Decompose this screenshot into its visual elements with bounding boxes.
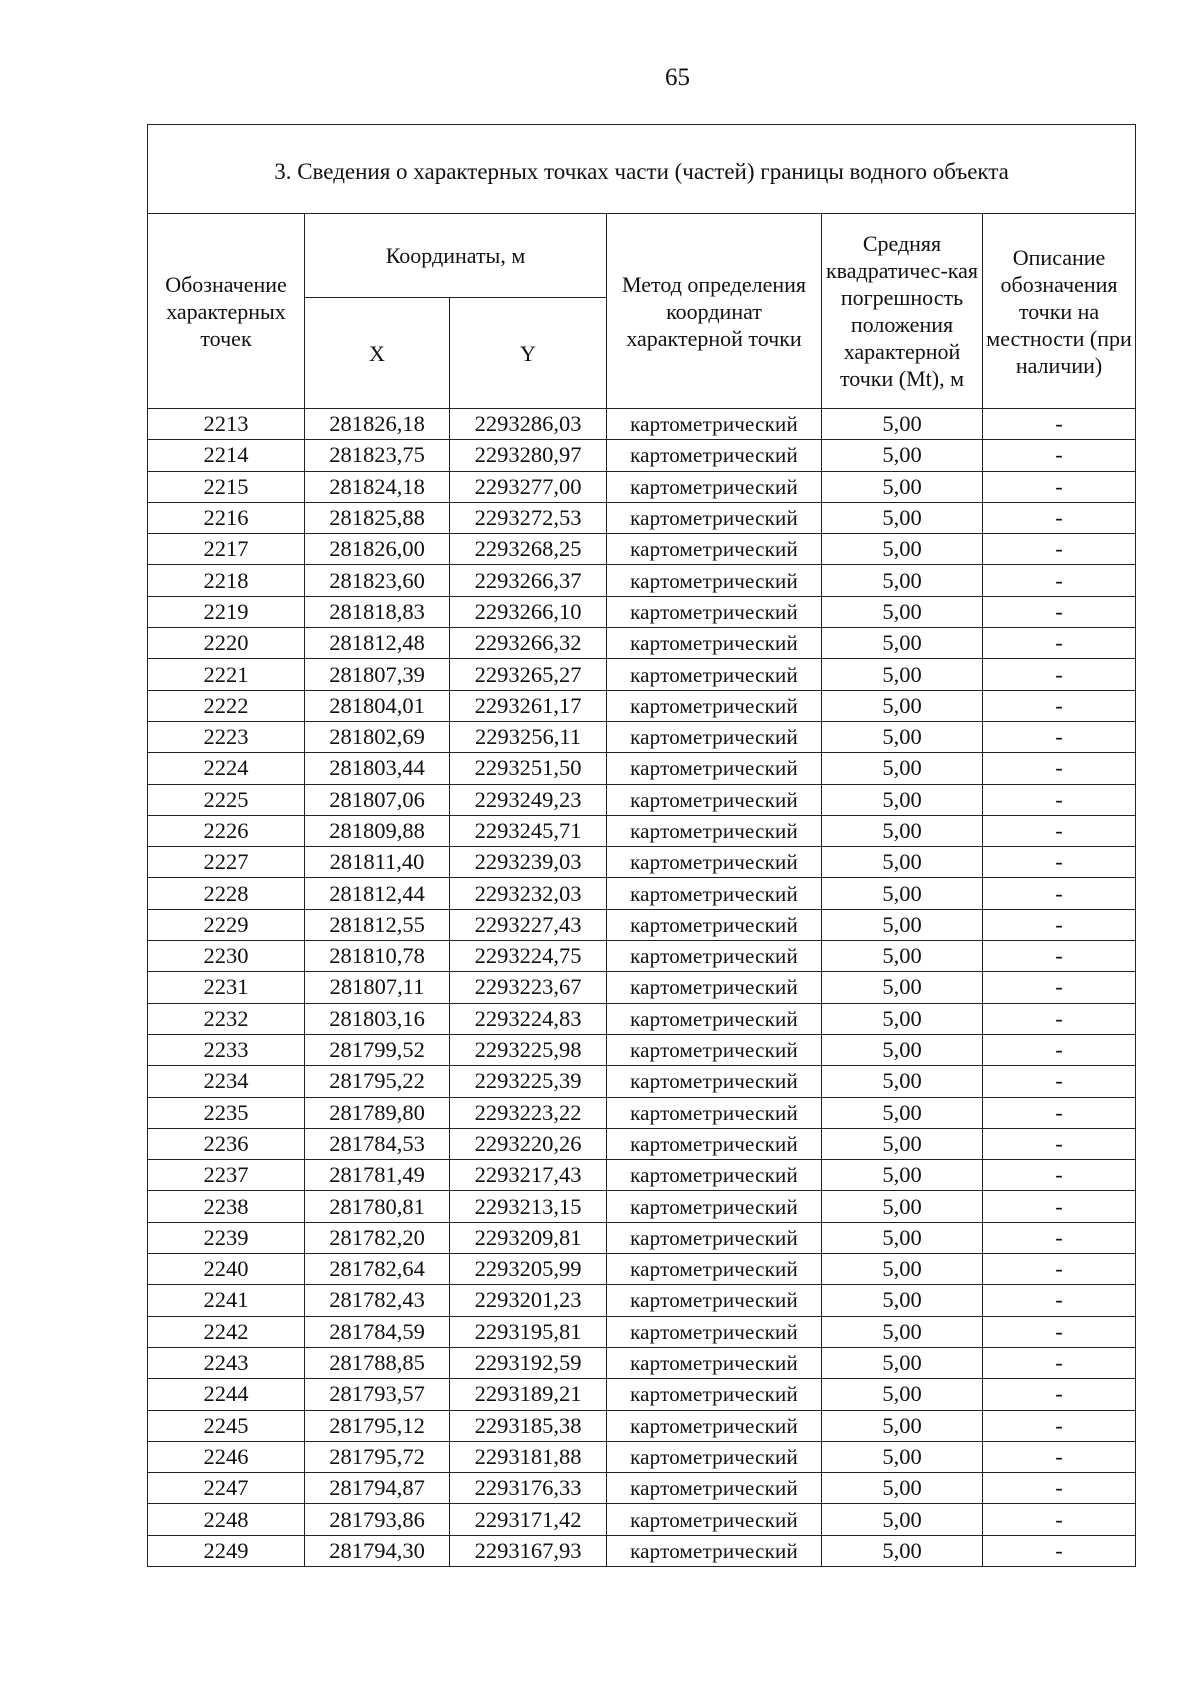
x-coordinate-cell: 281795,22 bbox=[305, 1066, 450, 1097]
point-id-cell: 2230 bbox=[148, 941, 305, 972]
rms-error-cell: 5,00 bbox=[822, 909, 983, 940]
x-coordinate-cell: 281804,01 bbox=[305, 690, 450, 721]
method-cell: картометрический bbox=[607, 690, 822, 721]
method-cell: картометрический bbox=[607, 1034, 822, 1065]
table-row bbox=[148, 941, 1136, 972]
header-coordinates: Координаты, м bbox=[305, 214, 607, 298]
point-id-cell: 2246 bbox=[148, 1441, 305, 1472]
page-number: 65 bbox=[665, 64, 690, 91]
table-row bbox=[148, 1316, 1136, 1347]
rms-error-cell: 5,00 bbox=[822, 721, 983, 752]
description-cell: - bbox=[983, 409, 1136, 440]
description-cell: - bbox=[983, 1441, 1136, 1472]
x-coordinate-cell: 281812,55 bbox=[305, 909, 450, 940]
description-cell: - bbox=[983, 471, 1136, 502]
table-row bbox=[148, 1128, 1136, 1159]
x-coordinate-cell: 281826,00 bbox=[305, 534, 450, 565]
table-row bbox=[148, 815, 1136, 846]
method-cell: картометрический bbox=[607, 878, 822, 909]
table-row bbox=[148, 1254, 1136, 1285]
description-cell: - bbox=[983, 878, 1136, 909]
table-row bbox=[148, 1410, 1136, 1441]
y-coordinate-cell: 2293227,43 bbox=[450, 909, 607, 940]
method-cell: картометрический bbox=[607, 1473, 822, 1504]
y-coordinate-cell: 2293225,39 bbox=[450, 1066, 607, 1097]
x-coordinate-cell: 281781,49 bbox=[305, 1160, 450, 1191]
table-row bbox=[148, 909, 1136, 940]
x-coordinate-cell: 281795,12 bbox=[305, 1410, 450, 1441]
method-cell: картометрический bbox=[607, 753, 822, 784]
rms-error-cell: 5,00 bbox=[822, 1504, 983, 1535]
table-row bbox=[148, 721, 1136, 752]
y-coordinate-cell: 2293277,00 bbox=[450, 471, 607, 502]
y-coordinate-cell: 2293217,43 bbox=[450, 1160, 607, 1191]
y-coordinate-cell: 2293266,10 bbox=[450, 596, 607, 627]
rms-error-cell: 5,00 bbox=[822, 596, 983, 627]
y-coordinate-cell: 2293249,23 bbox=[450, 784, 607, 815]
rms-error-cell: 5,00 bbox=[822, 784, 983, 815]
point-id-cell: 2229 bbox=[148, 909, 305, 940]
method-cell: картометрический bbox=[607, 1003, 822, 1034]
description-cell: - bbox=[983, 690, 1136, 721]
boundary-points-sheet bbox=[147, 124, 1135, 1567]
table-row bbox=[148, 1066, 1136, 1097]
description-cell: - bbox=[983, 1222, 1136, 1253]
method-cell: картометрический bbox=[607, 847, 822, 878]
method-cell: картометрический bbox=[607, 972, 822, 1003]
x-coordinate-cell: 281795,72 bbox=[305, 1441, 450, 1472]
x-coordinate-cell: 281812,44 bbox=[305, 878, 450, 909]
x-coordinate-cell: 281826,18 bbox=[305, 409, 450, 440]
y-coordinate-cell: 2293261,17 bbox=[450, 690, 607, 721]
description-cell: - bbox=[983, 721, 1136, 752]
point-id-cell: 2217 bbox=[148, 534, 305, 565]
x-coordinate-cell: 281807,11 bbox=[305, 972, 450, 1003]
table-row bbox=[148, 1222, 1136, 1253]
header-y: Y bbox=[450, 298, 607, 409]
point-id-cell: 2214 bbox=[148, 440, 305, 471]
description-cell: - bbox=[983, 1504, 1136, 1535]
y-coordinate-cell: 2293192,59 bbox=[450, 1347, 607, 1378]
y-coordinate-cell: 2293201,23 bbox=[450, 1285, 607, 1316]
point-id-cell: 2223 bbox=[148, 721, 305, 752]
point-id-cell: 2238 bbox=[148, 1191, 305, 1222]
table-row bbox=[148, 1191, 1136, 1222]
description-cell: - bbox=[983, 1160, 1136, 1191]
description-cell: - bbox=[983, 440, 1136, 471]
point-id-cell: 2234 bbox=[148, 1066, 305, 1097]
x-coordinate-cell: 281810,78 bbox=[305, 941, 450, 972]
table-row bbox=[148, 847, 1136, 878]
header-designation: Обозначение характерных точек bbox=[148, 214, 305, 409]
y-coordinate-cell: 2293223,22 bbox=[450, 1097, 607, 1128]
table-row bbox=[148, 753, 1136, 784]
x-coordinate-cell: 281782,20 bbox=[305, 1222, 450, 1253]
y-coordinate-cell: 2293205,99 bbox=[450, 1254, 607, 1285]
y-coordinate-cell: 2293225,98 bbox=[450, 1034, 607, 1065]
description-cell: - bbox=[983, 909, 1136, 940]
point-id-cell: 2231 bbox=[148, 972, 305, 1003]
description-cell: - bbox=[983, 784, 1136, 815]
description-cell: - bbox=[983, 1066, 1136, 1097]
method-cell: картометрический bbox=[607, 534, 822, 565]
point-id-cell: 2215 bbox=[148, 471, 305, 502]
description-cell: - bbox=[983, 1191, 1136, 1222]
rms-error-cell: 5,00 bbox=[822, 1097, 983, 1128]
rms-error-cell: 5,00 bbox=[822, 753, 983, 784]
rms-error-cell: 5,00 bbox=[822, 1034, 983, 1065]
point-id-cell: 2218 bbox=[148, 565, 305, 596]
method-cell: картометрический bbox=[607, 1316, 822, 1347]
rms-error-cell: 5,00 bbox=[822, 471, 983, 502]
rms-error-cell: 5,00 bbox=[822, 409, 983, 440]
description-cell: - bbox=[983, 1379, 1136, 1410]
rms-error-cell: 5,00 bbox=[822, 847, 983, 878]
y-coordinate-cell: 2293232,03 bbox=[450, 878, 607, 909]
x-coordinate-cell: 281803,44 bbox=[305, 753, 450, 784]
description-cell: - bbox=[983, 565, 1136, 596]
x-coordinate-cell: 281818,83 bbox=[305, 596, 450, 627]
x-coordinate-cell: 281782,43 bbox=[305, 1285, 450, 1316]
rms-error-cell: 5,00 bbox=[822, 815, 983, 846]
x-coordinate-cell: 281807,06 bbox=[305, 784, 450, 815]
y-coordinate-cell: 2293189,21 bbox=[450, 1379, 607, 1410]
point-id-cell: 2241 bbox=[148, 1285, 305, 1316]
rms-error-cell: 5,00 bbox=[822, 1128, 983, 1159]
y-coordinate-cell: 2293167,93 bbox=[450, 1535, 607, 1566]
method-cell: картометрический bbox=[607, 1191, 822, 1222]
description-cell: - bbox=[983, 596, 1136, 627]
rms-error-cell: 5,00 bbox=[822, 1347, 983, 1378]
rms-error-cell: 5,00 bbox=[822, 1222, 983, 1253]
y-coordinate-cell: 2293239,03 bbox=[450, 847, 607, 878]
section-title: 3. Сведения о характерных точках части (частей) границы водного объекта bbox=[148, 125, 1136, 214]
rms-error-cell: 5,00 bbox=[822, 659, 983, 690]
method-cell: картометрический bbox=[607, 1347, 822, 1378]
method-cell: картометрический bbox=[607, 1254, 822, 1285]
description-cell: - bbox=[983, 1097, 1136, 1128]
method-cell: картометрический bbox=[607, 409, 822, 440]
method-cell: картометрический bbox=[607, 1160, 822, 1191]
table-row bbox=[148, 440, 1136, 471]
method-cell: картометрический bbox=[607, 1097, 822, 1128]
x-coordinate-cell: 281799,52 bbox=[305, 1034, 450, 1065]
description-cell: - bbox=[983, 941, 1136, 972]
x-coordinate-cell: 281803,16 bbox=[305, 1003, 450, 1034]
description-cell: - bbox=[983, 534, 1136, 565]
point-id-cell: 2235 bbox=[148, 1097, 305, 1128]
description-cell: - bbox=[983, 1034, 1136, 1065]
description-cell: - bbox=[983, 628, 1136, 659]
rms-error-cell: 5,00 bbox=[822, 941, 983, 972]
rms-error-cell: 5,00 bbox=[822, 1285, 983, 1316]
table-row bbox=[148, 1504, 1136, 1535]
description-cell: - bbox=[983, 1285, 1136, 1316]
description-cell: - bbox=[983, 1254, 1136, 1285]
x-coordinate-cell: 281784,53 bbox=[305, 1128, 450, 1159]
rms-error-cell: 5,00 bbox=[822, 1535, 983, 1566]
header-description: Описание обозначения точки на местности (при наличии) bbox=[983, 214, 1136, 409]
y-coordinate-cell: 2293245,71 bbox=[450, 815, 607, 846]
y-coordinate-cell: 2293224,75 bbox=[450, 941, 607, 972]
method-cell: картометрический bbox=[607, 721, 822, 752]
point-id-cell: 2244 bbox=[148, 1379, 305, 1410]
x-coordinate-cell: 281823,60 bbox=[305, 565, 450, 596]
header-method: Метод определения координат характерной точки bbox=[607, 214, 822, 409]
description-cell: - bbox=[983, 1128, 1136, 1159]
description-cell: - bbox=[983, 502, 1136, 533]
table-row bbox=[148, 534, 1136, 565]
point-id-cell: 2224 bbox=[148, 753, 305, 784]
method-cell: картометрический bbox=[607, 628, 822, 659]
y-coordinate-cell: 2293171,42 bbox=[450, 1504, 607, 1535]
method-cell: картометрический bbox=[607, 659, 822, 690]
point-id-cell: 2237 bbox=[148, 1160, 305, 1191]
y-coordinate-cell: 2293176,33 bbox=[450, 1473, 607, 1504]
table-row bbox=[148, 659, 1136, 690]
rms-error-cell: 5,00 bbox=[822, 878, 983, 909]
y-coordinate-cell: 2293266,32 bbox=[450, 628, 607, 659]
method-cell: картометрический bbox=[607, 440, 822, 471]
point-id-cell: 2248 bbox=[148, 1504, 305, 1535]
method-cell: картометрический bbox=[607, 565, 822, 596]
x-coordinate-cell: 281793,57 bbox=[305, 1379, 450, 1410]
x-coordinate-cell: 281784,59 bbox=[305, 1316, 450, 1347]
y-coordinate-cell: 2293220,26 bbox=[450, 1128, 607, 1159]
method-cell: картометрический bbox=[607, 1128, 822, 1159]
rms-error-cell: 5,00 bbox=[822, 1473, 983, 1504]
description-cell: - bbox=[983, 1347, 1136, 1378]
point-id-cell: 2221 bbox=[148, 659, 305, 690]
x-coordinate-cell: 281788,85 bbox=[305, 1347, 450, 1378]
description-cell: - bbox=[983, 972, 1136, 1003]
y-coordinate-cell: 2293223,67 bbox=[450, 972, 607, 1003]
table-body bbox=[148, 409, 1136, 1567]
rms-error-cell: 5,00 bbox=[822, 440, 983, 471]
y-coordinate-cell: 2293185,38 bbox=[450, 1410, 607, 1441]
y-coordinate-cell: 2293272,53 bbox=[450, 502, 607, 533]
x-coordinate-cell: 281780,81 bbox=[305, 1191, 450, 1222]
point-id-cell: 2242 bbox=[148, 1316, 305, 1347]
table-row bbox=[148, 1003, 1136, 1034]
x-coordinate-cell: 281823,75 bbox=[305, 440, 450, 471]
table-row bbox=[148, 972, 1136, 1003]
table-row bbox=[148, 502, 1136, 533]
description-cell: - bbox=[983, 659, 1136, 690]
x-coordinate-cell: 281807,39 bbox=[305, 659, 450, 690]
method-cell: картометрический bbox=[607, 596, 822, 627]
y-coordinate-cell: 2293213,15 bbox=[450, 1191, 607, 1222]
method-cell: картометрический bbox=[607, 815, 822, 846]
rms-error-cell: 5,00 bbox=[822, 972, 983, 1003]
x-coordinate-cell: 281782,64 bbox=[305, 1254, 450, 1285]
y-coordinate-cell: 2293268,25 bbox=[450, 534, 607, 565]
description-cell: - bbox=[983, 1410, 1136, 1441]
y-coordinate-cell: 2293195,81 bbox=[450, 1316, 607, 1347]
method-cell: картометрический bbox=[607, 502, 822, 533]
table-row bbox=[148, 628, 1136, 659]
table-row bbox=[148, 1160, 1136, 1191]
point-id-cell: 2232 bbox=[148, 1003, 305, 1034]
table-row bbox=[148, 471, 1136, 502]
table-row bbox=[148, 1441, 1136, 1472]
table-row bbox=[148, 784, 1136, 815]
rms-error-cell: 5,00 bbox=[822, 1316, 983, 1347]
x-coordinate-cell: 281825,88 bbox=[305, 502, 450, 533]
point-id-cell: 2249 bbox=[148, 1535, 305, 1566]
x-coordinate-cell: 281809,88 bbox=[305, 815, 450, 846]
description-cell: - bbox=[983, 1003, 1136, 1034]
method-cell: картометрический bbox=[607, 471, 822, 502]
x-coordinate-cell: 281802,69 bbox=[305, 721, 450, 752]
rms-error-cell: 5,00 bbox=[822, 1191, 983, 1222]
rms-error-cell: 5,00 bbox=[822, 690, 983, 721]
rms-error-cell: 5,00 bbox=[822, 1410, 983, 1441]
method-cell: картометрический bbox=[607, 1379, 822, 1410]
table-row bbox=[148, 1097, 1136, 1128]
method-cell: картометрический bbox=[607, 784, 822, 815]
x-coordinate-cell: 281793,86 bbox=[305, 1504, 450, 1535]
description-cell: - bbox=[983, 1535, 1136, 1566]
table-row bbox=[148, 1535, 1136, 1566]
y-coordinate-cell: 2293265,27 bbox=[450, 659, 607, 690]
rms-error-cell: 5,00 bbox=[822, 1441, 983, 1472]
x-coordinate-cell: 281811,40 bbox=[305, 847, 450, 878]
rms-error-cell: 5,00 bbox=[822, 534, 983, 565]
method-cell: картометрический bbox=[607, 1410, 822, 1441]
y-coordinate-cell: 2293251,50 bbox=[450, 753, 607, 784]
point-id-cell: 2247 bbox=[148, 1473, 305, 1504]
y-coordinate-cell: 2293266,37 bbox=[450, 565, 607, 596]
point-id-cell: 2213 bbox=[148, 409, 305, 440]
point-id-cell: 2220 bbox=[148, 628, 305, 659]
header-x: X bbox=[305, 298, 450, 409]
method-cell: картометрический bbox=[607, 909, 822, 940]
point-id-cell: 2219 bbox=[148, 596, 305, 627]
point-id-cell: 2243 bbox=[148, 1347, 305, 1378]
rms-error-cell: 5,00 bbox=[822, 1254, 983, 1285]
method-cell: картометрический bbox=[607, 1441, 822, 1472]
method-cell: картометрический bbox=[607, 1535, 822, 1566]
point-id-cell: 2225 bbox=[148, 784, 305, 815]
boundary-points-table bbox=[147, 124, 1136, 1567]
table-row bbox=[148, 690, 1136, 721]
point-id-cell: 2239 bbox=[148, 1222, 305, 1253]
table-row bbox=[148, 596, 1136, 627]
point-id-cell: 2226 bbox=[148, 815, 305, 846]
rms-error-cell: 5,00 bbox=[822, 1160, 983, 1191]
x-coordinate-cell: 281824,18 bbox=[305, 471, 450, 502]
x-coordinate-cell: 281812,48 bbox=[305, 628, 450, 659]
method-cell: картометрический bbox=[607, 1222, 822, 1253]
rms-error-cell: 5,00 bbox=[822, 565, 983, 596]
table-row bbox=[148, 1473, 1136, 1504]
x-coordinate-cell: 281789,80 bbox=[305, 1097, 450, 1128]
table-row bbox=[148, 1379, 1136, 1410]
table-row bbox=[148, 1285, 1136, 1316]
rms-error-cell: 5,00 bbox=[822, 628, 983, 659]
y-coordinate-cell: 2293280,97 bbox=[450, 440, 607, 471]
table-row bbox=[148, 565, 1136, 596]
point-id-cell: 2227 bbox=[148, 847, 305, 878]
table-row bbox=[148, 1347, 1136, 1378]
y-coordinate-cell: 2293224,83 bbox=[450, 1003, 607, 1034]
method-cell: картометрический bbox=[607, 1066, 822, 1097]
method-cell: картометрический bbox=[607, 1285, 822, 1316]
x-coordinate-cell: 281794,30 bbox=[305, 1535, 450, 1566]
rms-error-cell: 5,00 bbox=[822, 1066, 983, 1097]
description-cell: - bbox=[983, 1316, 1136, 1347]
rms-error-cell: 5,00 bbox=[822, 1003, 983, 1034]
y-coordinate-cell: 2293256,11 bbox=[450, 721, 607, 752]
rms-error-cell: 5,00 bbox=[822, 1379, 983, 1410]
method-cell: картометрический bbox=[607, 941, 822, 972]
rms-error-cell: 5,00 bbox=[822, 502, 983, 533]
method-cell: картометрический bbox=[607, 1504, 822, 1535]
point-id-cell: 2228 bbox=[148, 878, 305, 909]
point-id-cell: 2233 bbox=[148, 1034, 305, 1065]
point-id-cell: 2240 bbox=[148, 1254, 305, 1285]
description-cell: - bbox=[983, 815, 1136, 846]
description-cell: - bbox=[983, 847, 1136, 878]
table-row bbox=[148, 1034, 1136, 1065]
point-id-cell: 2236 bbox=[148, 1128, 305, 1159]
point-id-cell: 2216 bbox=[148, 502, 305, 533]
description-cell: - bbox=[983, 753, 1136, 784]
y-coordinate-cell: 2293209,81 bbox=[450, 1222, 607, 1253]
point-id-cell: 2245 bbox=[148, 1410, 305, 1441]
table-row bbox=[148, 878, 1136, 909]
y-coordinate-cell: 2293181,88 bbox=[450, 1441, 607, 1472]
y-coordinate-cell: 2293286,03 bbox=[450, 409, 607, 440]
header-rms-error: Средняя квадратичес-кая погрешность положения характерной точки (Mt), м bbox=[822, 214, 983, 409]
table-row bbox=[148, 409, 1136, 440]
point-id-cell: 2222 bbox=[148, 690, 305, 721]
x-coordinate-cell: 281794,87 bbox=[305, 1473, 450, 1504]
description-cell: - bbox=[983, 1473, 1136, 1504]
